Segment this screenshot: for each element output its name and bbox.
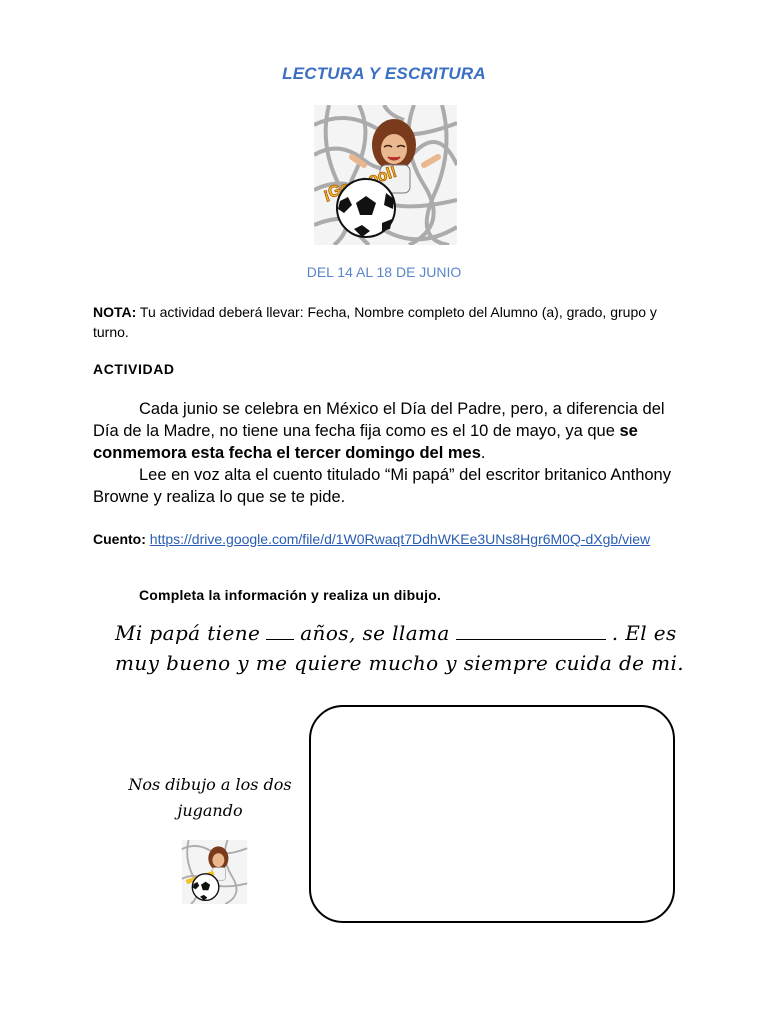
name-blank[interactable] <box>456 639 606 640</box>
actividad-heading: ACTIVIDAD <box>93 361 175 377</box>
cuento-line <box>93 530 673 549</box>
nota-label: NOTA: <box>93 304 137 320</box>
date-range: DEL 14 AL 18 DE JUNIO <box>306 264 462 280</box>
activity-text <box>93 398 673 508</box>
fill-in-line-1: Mi papá tiene años, se llama . El es <box>115 621 677 645</box>
page-title: LECTURA Y ESCRITURA <box>282 64 486 83</box>
soccer-girl-image <box>314 105 457 245</box>
drawing-label: Nos dibujo a los dos jugando <box>128 775 292 820</box>
cuento-label: Cuento: <box>93 531 146 547</box>
p1-start: Cada junio se celebra en México el Día del Padre, pero, a diferencia del Día de la Madre, no tiene una fecha fija como es el 10 de mayo, ya que <box>93 400 665 440</box>
activity-paragraph-1 <box>93 398 673 464</box>
task-instruction: Completa la información y realiza un dibujo. <box>139 587 442 603</box>
nota-paragraph <box>93 302 683 342</box>
fill-in-line-2: muy bueno y me quiere mucho y siempre cuida de mi. <box>115 651 685 675</box>
cuento-link[interactable]: https://drive.google.com/file/d/1W0Rwaqt7DdhWKEe3UNs8Hgr6M0Q-dXgb/view <box>149 531 651 547</box>
nota-text: Tu actividad deberá llevar: Fecha, Nombre completo del Alumno (a), grado, grupo y turno. <box>93 304 657 340</box>
age-blank[interactable] <box>266 639 294 640</box>
fill-in-text <box>115 618 695 678</box>
soccer-girl-thumbnail <box>180 840 249 904</box>
activity-paragraph-2: Lee en voz alta el cuento titulado “Mi papá” del escritor britanico Anthony Browne y realiza lo que se te pide. <box>93 466 671 506</box>
p1-bold: se conmemora esta fecha el tercer domingo del mes <box>93 422 638 462</box>
p1-end: . <box>480 444 486 462</box>
drawing-box[interactable] <box>309 705 675 923</box>
